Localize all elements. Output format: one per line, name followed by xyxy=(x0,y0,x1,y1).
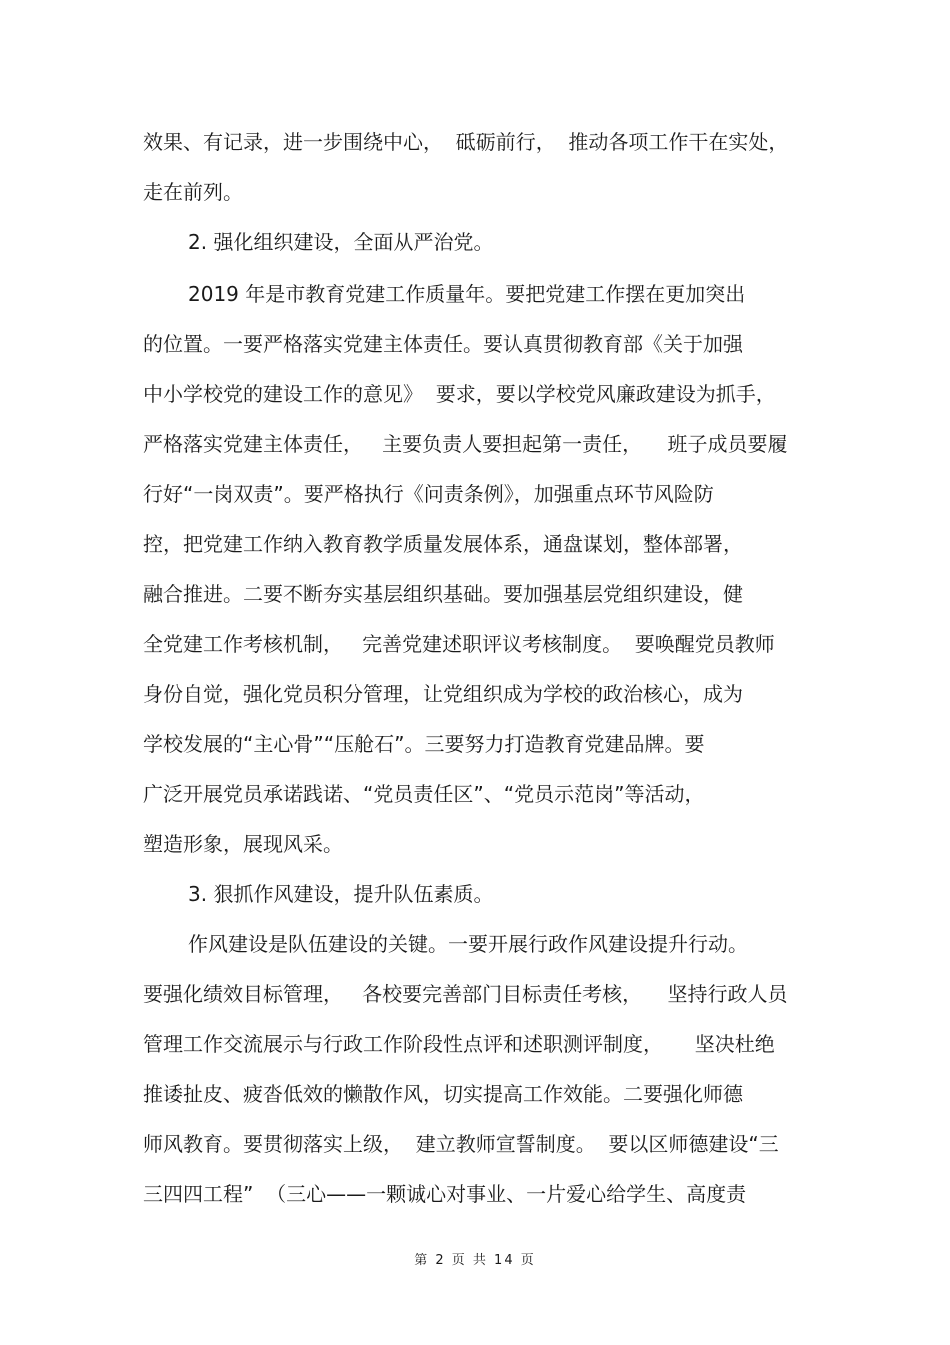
text-line-17: 作风建设是队伍建设的关键。一要开展行政作风建设提升行动。 xyxy=(188,932,748,956)
section-heading-2: 2. 强化组织建设，全面从严治党。 xyxy=(188,230,494,254)
section-heading-3: 3. 狠抓作风建设，提升队伍素质。 xyxy=(188,882,494,906)
text-line-9: 控，把党建工作纳入教育教学质量发展体系，通盘谋划，整体部署， xyxy=(143,532,743,556)
text-line-4: 2019 年是市教育党建工作质量年。要把党建工作摆在更加突出 xyxy=(188,282,746,306)
text-line-21: 师风教育。要贯彻落实上级， 建立教师宣誓制度。 要以区师德建设“三 xyxy=(143,1132,779,1156)
text-line-13: 学校发展的“主心骨”“压舱石”。三要努力打造教育党建品牌。要 xyxy=(143,732,705,756)
text-line-2: 走在前列。 xyxy=(143,180,243,204)
text-line-11: 全党建工作考核机制， 完善党建述职评议考核制度。 要唤醒党员教师 xyxy=(143,632,775,656)
text-line-14: 广泛开展党员承诺践诺、“党员责任区”、“党员示范岗”等活动， xyxy=(143,782,705,806)
text-line-5: 的位置。一要严格落实党建主体责任。要认真贯彻教育部《关于加强 xyxy=(143,332,743,356)
text-line-20: 推诿扯皮、疲沓低效的懒散作风，切实提高工作效能。二要强化师德 xyxy=(143,1082,743,1106)
text-line-22: 三四四工程” （三心——一颗诚心对事业、一片爱心给学生、高度责 xyxy=(143,1182,747,1206)
text-line-12: 身份自觉，强化党员积分管理，让党组织成为学校的政治核心，成为 xyxy=(143,682,743,706)
text-line-8: 行好“一岗双责”。要严格执行《问责条例》，加强重点环节风险防 xyxy=(143,482,714,506)
text-line-18: 要强化绩效目标管理， 各校要完善部门目标责任考核， 坚持行政人员 xyxy=(143,982,788,1006)
text-line-1: 效果、有记录，进一步围绕中心， 砥砺前行， 推动各项工作干在实处， xyxy=(143,130,789,154)
text-line-10: 融合推进。二要不断夯实基层组织基础。要加强基层党组织建设，健 xyxy=(143,582,743,606)
text-line-15: 塑造形象，展现风采。 xyxy=(143,832,343,856)
page-footer: 第 2 页 共 14 页 xyxy=(414,1253,536,1268)
text-line-6: 中小学校党的建设工作的意见》 要求，要以学校党风廉政建设为抓手， xyxy=(143,382,776,406)
text-line-7: 严格落实党建主体责任， 主要负责人要担起第一责任， 班子成员要履 xyxy=(143,432,788,456)
text-line-19: 管理工作交流展示与行政工作阶段性点评和述职测评制度， 坚决杜绝 xyxy=(143,1032,775,1056)
